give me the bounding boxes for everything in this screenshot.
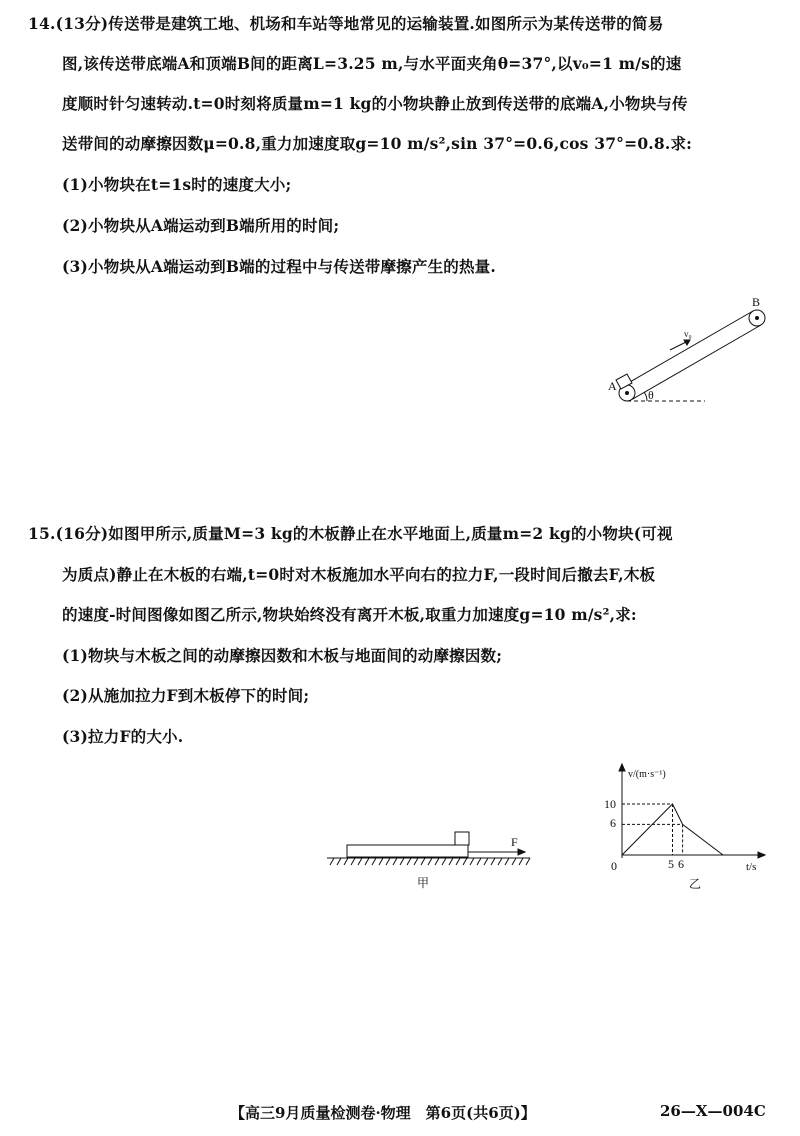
- q15-sub-1: (1)物块与木板之间的动摩擦因数和木板与地面间的动摩擦因数;: [62, 646, 503, 665]
- origin-label: 0: [611, 859, 617, 873]
- ground-hatch: [435, 858, 439, 865]
- ground-hatch: [344, 858, 348, 865]
- q15-line-2: 为质点)静止在木板的右端,t=0时对木板施加水平向右的拉力F,一段时间后撤去F,木板: [62, 565, 656, 584]
- q14-sub-3: (3)小物块从A端运动到B端的过程中与传送带摩擦产生的热量.: [62, 257, 496, 276]
- ground-hatch: [400, 858, 404, 865]
- xtick-6: 6: [678, 857, 684, 871]
- ground-hatch: [484, 858, 488, 865]
- q14-sub-2: (2)小物块从A端运动到B端所用的时间;: [62, 216, 340, 235]
- ground-hatch: [498, 858, 502, 865]
- caption-yi: 乙: [689, 877, 702, 891]
- q14-line-3: 度顺时针匀速转动.t=0时刻将质量m=1 kg的小物块静止放到传送带的底端A,小物块与传: [62, 94, 688, 113]
- ground-hatch: [519, 858, 523, 865]
- ytick-6: 6: [610, 816, 616, 830]
- ground-hatch: [386, 858, 390, 865]
- ground-hatch: [512, 858, 516, 865]
- ground-hatch: [393, 858, 397, 865]
- board-figure: [327, 832, 530, 865]
- q15-line-1: 15.(16分)如图甲所示,质量M=3 kg的木板静止在水平地面上,质量m=2 kg的小物块(可视: [28, 524, 673, 543]
- ground-hatch: [372, 858, 376, 865]
- q15-sub-3: (3)拉力F的大小.: [62, 727, 184, 746]
- x-axis-label: t/s: [746, 861, 757, 873]
- q14-line-1: 14.(13分)传送带是建筑工地、机场和车站等地常见的运输装置.如图所示为某传送带的简易: [28, 14, 664, 33]
- ground-hatch: [463, 858, 467, 865]
- q14-sub-1: (1)小物块在t=1s时的速度大小;: [62, 175, 292, 194]
- ytick-10: 10: [604, 797, 616, 811]
- ground-hatch: [351, 858, 355, 865]
- ground-hatch: [505, 858, 509, 865]
- label-theta: θ: [648, 388, 654, 402]
- ground-hatch: [358, 858, 362, 865]
- footer-title: 【高三9月质量检测卷·物理 第6页(共6页)】: [230, 1104, 536, 1122]
- q14-line-4: 送带间的动摩擦因数μ=0.8,重力加速度取g=10 m/s²,sin 37°=0.6,cos 37°=0.8.求:: [62, 134, 693, 153]
- label-f: F: [511, 835, 518, 849]
- ground-hatch: [337, 858, 341, 865]
- ground-hatch: [526, 858, 530, 865]
- q15-sub-2: (2)从施加拉力F到木板停下的时间;: [62, 686, 310, 705]
- q14-line-2: 图,该传送带底端A和顶端B间的距离L=3.25 m,与水平面夹角θ=37°,以v₀=1 m/s的速: [62, 54, 682, 73]
- footer-code: 26—X—004C: [660, 1102, 766, 1120]
- ground-hatch: [456, 858, 460, 865]
- label-a: A: [608, 379, 617, 393]
- label-v0: v₀: [684, 329, 692, 339]
- ground-hatch: [421, 858, 425, 865]
- conveyor-figure: [616, 310, 765, 401]
- y-axis-label: v/(m·s⁻¹): [628, 769, 666, 780]
- q15-line-3: 的速度-时间图像如图乙所示,物块始终没有离开木板,取重力加速度g=10 m/s²,求:: [62, 605, 637, 624]
- ground-hatch: [477, 858, 481, 865]
- ground-hatch: [407, 858, 411, 865]
- xtick-5: 5: [668, 857, 674, 871]
- caption-jia: 甲: [417, 876, 430, 890]
- ground-hatch: [428, 858, 432, 865]
- ground-hatch: [449, 858, 453, 865]
- ground-hatch: [442, 858, 446, 865]
- ground-hatch: [330, 858, 334, 865]
- ground-hatch: [491, 858, 495, 865]
- ground-hatch: [414, 858, 418, 865]
- ground-hatch: [365, 858, 369, 865]
- ground-hatch: [470, 858, 474, 865]
- ground-hatch: [379, 858, 383, 865]
- label-b: B: [752, 295, 761, 309]
